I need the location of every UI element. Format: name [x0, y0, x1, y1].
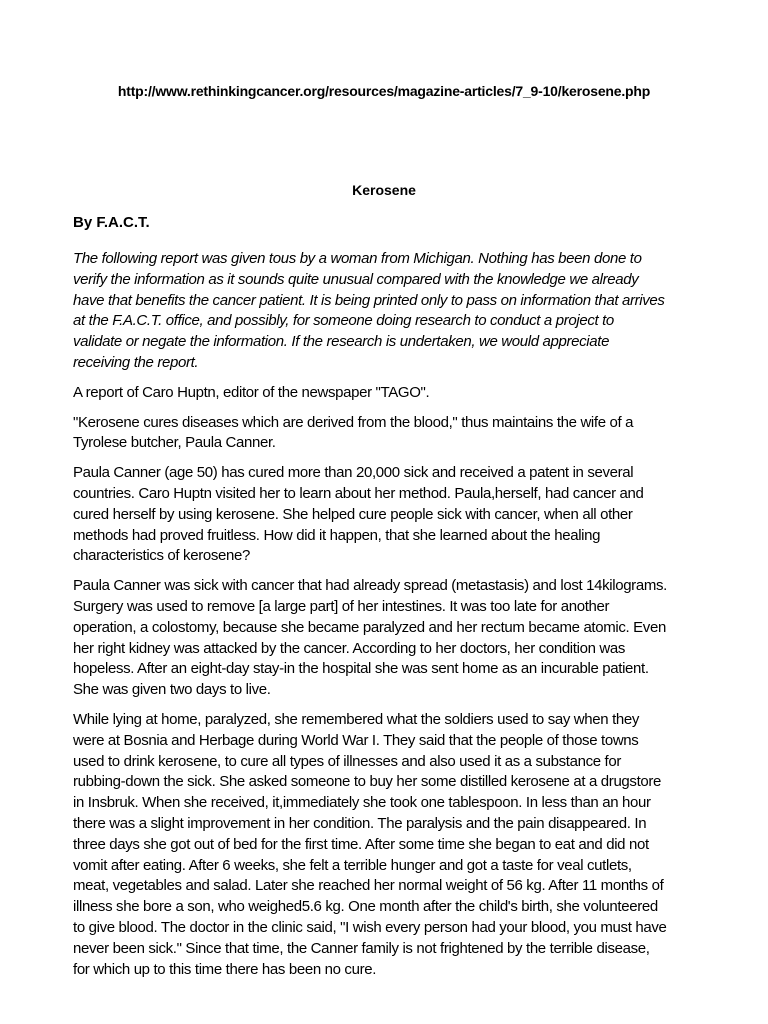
body-paragraph — [73, 576, 709, 701]
text-line: at the F.A.C.T. office, and possibly, for someone doing research to conduct a project to — [73, 312, 614, 330]
article-byline: By F.A.C.T. — [73, 214, 150, 231]
body-paragraph — [73, 710, 709, 980]
text-line: illness she bore a son, who weighed5.6 kg. One month after the child's birth, she volunteered — [73, 898, 658, 916]
body-paragraph — [73, 383, 709, 404]
text-line: to give blood. The doctor in the clinic said, "I wish every person had your blood, you must have — [73, 918, 667, 936]
article-title: Kerosene — [352, 182, 416, 198]
text-line: validate or negate the information. If the research is undertaken, we would appreciate — [73, 333, 610, 351]
text-line: never been sick." Since that time, the Canner family is not frightened by the terrible disease, — [73, 939, 650, 957]
text-line: "Kerosene cures diseases which are derived from the blood," thus maintains the wife of a — [73, 413, 634, 431]
body-paragraph — [73, 463, 709, 567]
text-line: hopeless. After an eight-day stay-in the hospital she was sent home as an incurable patient. — [73, 660, 649, 678]
text-line: meat, vegetables and salad. Later she reached her normal weight of 56 kg. After 11 months of — [73, 877, 664, 895]
text-line: Surgery was used to remove [a large part] of her intestines. It was too late for another — [73, 597, 610, 615]
text-line: were at Bosnia and Herbage during World War I. They said that the people of those towns — [73, 731, 639, 749]
text-line: countries. Caro Huptn visited her to learn about her method. Paula,herself, had cancer and — [73, 484, 644, 502]
text-line: Tyrolese butcher, Paula Canner. — [73, 434, 276, 452]
text-line: used to drink kerosene, to cure all types of illnesses and also used it as a substance for — [73, 752, 621, 770]
text-line: vomit after eating. After 6 weeks, she felt a terrible hunger and got a taste for veal cutlets, — [73, 856, 632, 874]
text-line: her right kidney was attacked by the cancer. According to her doctors, her condition was — [73, 639, 626, 657]
text-line: three days she got out of bed for the first time. After some time she began to eat and did not — [73, 835, 649, 853]
text-line: Paula Canner (age 50) has cured more than 20,000 sick and received a patent in several — [73, 464, 634, 482]
text-line: there was a slight improvement in her condition. The paralysis and the pain disappeared. In — [73, 814, 647, 832]
text-line: receiving the report. — [73, 353, 199, 371]
text-line: Paula Canner was sick with cancer that had already spread (metastasis) and lost 14kilograms. — [73, 577, 667, 595]
article-body — [73, 249, 709, 989]
text-line: cured herself by using kerosene. She helped cure people sick with cancer, when all other — [73, 505, 633, 523]
text-line: verify the information as it sounds quite unusual compared with the knowledge we already — [73, 270, 639, 288]
source-url: http://www.rethinkingcancer.org/resources/magazine-articles/7_9-10/kerosene.php — [117, 83, 651, 99]
text-line: for which up to this time there has been no cure. — [73, 960, 377, 978]
text-line: characteristics of kerosene? — [73, 547, 250, 565]
text-line: She was given two days to live. — [73, 681, 271, 699]
text-line: have that benefits the cancer patient. It is being printed only to pass on information that arrives — [73, 291, 665, 309]
text-line: in Insbruk. When she received, it,immediately she took one tablespoon. In less than an hour — [73, 794, 651, 812]
text-line: The following report was given tous by a woman from Michigan. Nothing has been done to — [73, 250, 642, 267]
text-line: While lying at home, paralyzed, she remembered what the soldiers used to say when they — [73, 710, 640, 728]
text-line: A report of Caro Huptn, editor of the newspaper "TAGO". — [73, 383, 430, 401]
text-line: operation, a colostomy, because she became paralyzed and her rectum became atomic. Even — [73, 618, 666, 636]
body-paragraph — [73, 413, 709, 455]
text-line: rubbing-down the sick. She asked someone to buy her some distilled kerosene at a drugstore — [73, 773, 662, 791]
intro-paragraph — [73, 249, 709, 374]
text-line: methods had proved fruitless. How did it happen, that she learned about the healing — [73, 526, 601, 544]
